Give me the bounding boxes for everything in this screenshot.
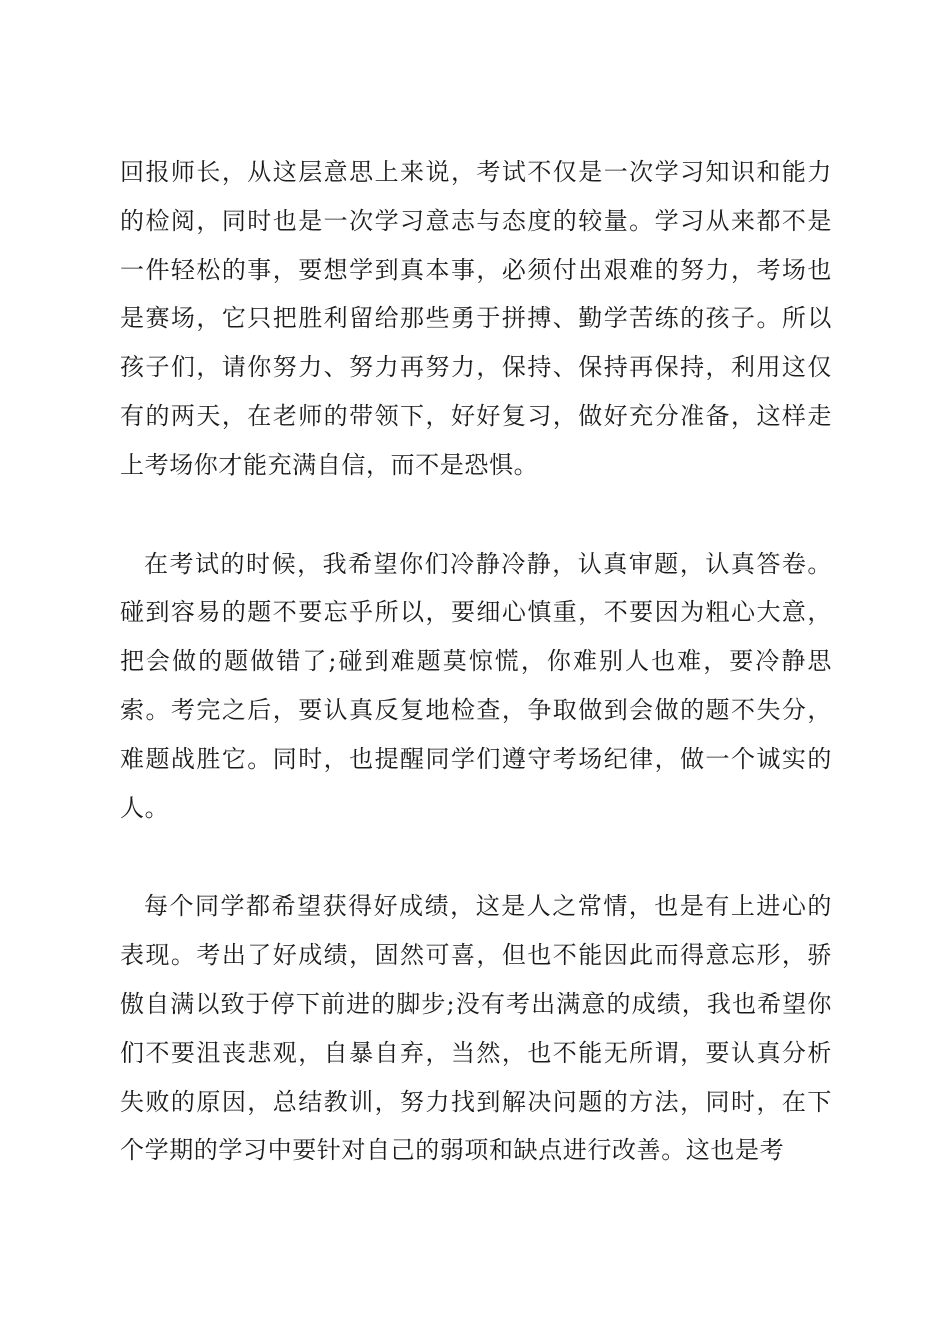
paragraph-gap (120, 490, 832, 540)
paragraph-3: 每个同学都希望获得好成绩，这是人之常情，也是有上进心的表现。考出了好成绩，固然可喜，但也不能因此而得意忘形，骄傲自满以致于停下前进的脚步;没有考出满意的成绩，我也希望你们不要沮丧悲观，自暴自弃，当然，也不能无所谓，要认真分析失败的原因，总结教训，努力找到解决问题的方法，同时，在下个学期的学习中要针对自己的弱项和缺点进行改善。这也是考 (120, 892, 832, 1165)
paragraph-gap (120, 832, 832, 882)
paragraph-1: 回报师长，从这层意思上来说，考试不仅是一次学习知识和能力的检阅，同时也是一次学习意志与态度的较量。学习从来都不是一件轻松的事，要想学到真本事，必须付出艰难的努力，考场也是赛场，它只把胜利留给那些勇于拼搏、勤学苦练的孩子。所以孩子们，请你努力、努力再努力，保持、保持再保持，利用这仅有的两天，在老师的带领下，好好复习，做好充分准备，这样走上考场你才能充满自信，而不是恐惧。 (120, 158, 832, 479)
paragraph-2: 在考试的时候，我希望你们冷静冷静，认真审题，认真答卷。碰到容易的题不要忘乎所以，要细心慎重，不要因为粗心大意，把会做的题做错了;碰到难题莫惊慌，你难别人也难，要冷静思索。考完之后，要认真反复地检查，争取做到会做的题不失分，难题战胜它。同时，也提醒同学们遵守考场纪律，做一个诚实的人。 (120, 549, 832, 822)
document-page (120, 148, 832, 1175)
